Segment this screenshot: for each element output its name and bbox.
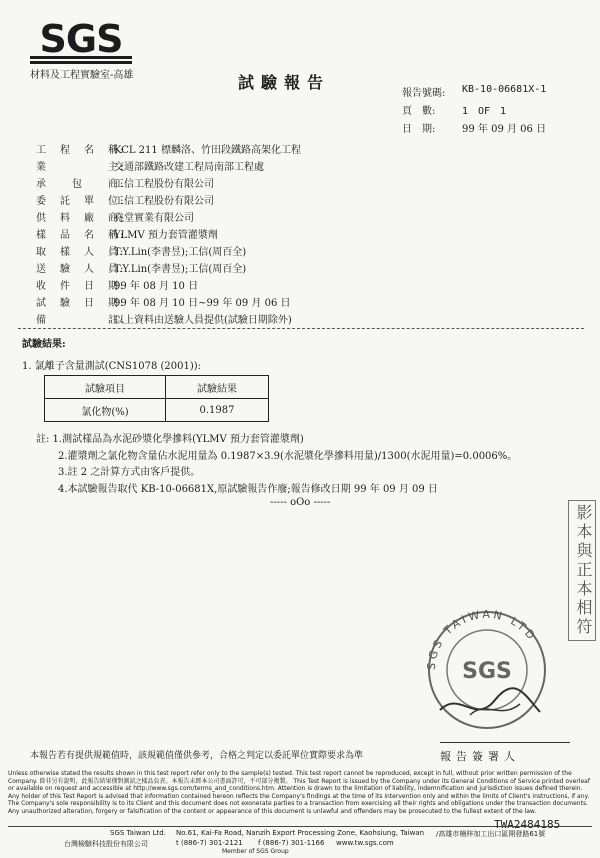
address-zh: /高雄市楠梓加工出口區開發路61號: [436, 830, 546, 838]
results-heading: 試驗結果:: [22, 339, 66, 350]
page-label: 頁 數:: [402, 106, 436, 117]
copy-stamp: 影本與正本相符: [568, 500, 596, 641]
section-divider: [18, 328, 584, 329]
report-no-label: 報告號碼:: [402, 88, 446, 99]
field-row: [36, 175, 214, 190]
field-row: [36, 294, 291, 309]
table-cell: 0.1987: [166, 399, 269, 422]
report-no: KB-10-06681X-1: [462, 84, 547, 95]
field-row: [36, 209, 194, 224]
results-table: [44, 375, 269, 422]
field-label: 取 樣 人 員:: [36, 247, 126, 258]
field-label: 委 託 單 位:: [36, 196, 126, 207]
sgs-logo: [30, 16, 132, 64]
field-row: [36, 141, 301, 156]
end-mark: ----- oOo -----: [270, 497, 331, 508]
field-row: [36, 226, 218, 241]
terms-text: Unless otherwise stated the results shown in this test report refer only to the sample(s) tested. This test report cannot be reproduced, except in full, without prior written permission of the Company. 除非另有說明，此報告結果僅對測試之樣品負責。本報告未經本公司書面許可，不可部分複製。 This Test Report is issued by the Company under its General Conditions of Service printed overleaf or available on request and accessible at http://www.sgs.com/terms_and_conditions.htm. Attention is drawn to the limitation of liability, indemnification and jurisdiction issues defined therein. Any holder of this Test Report is advised that information contained hereon reflects the Company's findings at the time of its intervention only and within the limits of Client's instructions, if any. The Company's sole responsibility is to its Client and this document does not exonerate parties to a transaction from exercising all their rights and obligations under the transaction documents. Any unauthorized alteration, forgery or falsification of the content or appearance of this document is unlawful and offenders may be prosecuted to the fullest extent of the law.: [8, 770, 590, 815]
note-3: 3.註 2 之計算方式由客戶提供。: [58, 467, 201, 478]
date-label: 日 期:: [402, 124, 436, 135]
company-name-en: SGS Taiwan Ltd.: [110, 829, 166, 837]
field-row: [36, 311, 292, 326]
lab-name: 材料及工程實驗室-高雄: [30, 70, 134, 81]
table-row: [45, 399, 269, 422]
field-label: 工 程 名 稱:: [36, 145, 126, 156]
footer-divider: [8, 826, 592, 827]
field-label: 送 驗 人 員:: [36, 264, 126, 275]
serial-number: TWA2484185: [494, 818, 561, 831]
signer-label: 報告簽署人: [440, 750, 520, 763]
field-value: 堯堂實業有限公司: [114, 213, 194, 224]
field-value: 交通部鐵路改建工程局南部工程處: [114, 162, 264, 173]
field-row: [36, 158, 264, 173]
company-name-zh: 台灣檢驗科技股份有限公司: [64, 840, 148, 848]
note-4: 4.本試驗報告取代 KB-10-06681X,原試驗報告作廢;報告修改日期 99 年 09 月 09 日: [58, 484, 438, 495]
spec-disclaimer: 本報告若有提供規範值時，該規範值僅供參考，合格之判定以委託單位實際要求為準: [30, 751, 364, 761]
table-cell: 氯化物(%): [45, 399, 166, 422]
field-label: 備 註:: [36, 315, 126, 326]
field-row: [36, 277, 198, 292]
field-value: T.Y.Lin(李書昱);工信(周百全): [114, 247, 247, 258]
date-value: 99 年 09 月 06 日: [462, 124, 547, 135]
note-1: 註: 1.測試樣品為水泥砂漿化學摻料(YLMV 預力套管灌漿劑): [36, 434, 304, 445]
field-label: 承 包 商:: [36, 179, 126, 190]
test-title: 1. 氯離子含量測試(CNS1078 (2001)):: [22, 361, 202, 372]
field-value: 工信工程股份有限公司: [114, 179, 214, 190]
field-label: 樣 品 名 稱:: [36, 230, 126, 241]
seal-center-text: SGS: [462, 659, 512, 684]
field-value: YLMV 預力套管灌漿劑: [114, 230, 218, 241]
company-seal: [400, 600, 570, 730]
table-header-row: [45, 376, 269, 399]
member-text: Member of SGS Group: [222, 848, 289, 855]
seal-ring-text: SGS TAIWAN LTD: [424, 607, 540, 671]
field-row: [36, 243, 246, 258]
field-value: T.Y.Lin(李書昱);工信(周百全): [114, 264, 247, 275]
field-value: 99 年 08 月 10 日: [114, 281, 199, 292]
sgs-logo-text: SGS: [39, 17, 123, 61]
website: www.tw.sgs.com: [336, 839, 394, 847]
note-2: 2.灌漿劑之氯化物含量佔水泥用量為 0.1987×3.9(水泥漿化學摻料用量)/1300(水泥用量)=0.0006%。: [58, 451, 518, 462]
field-value: KCL 211 標麟洛、竹田段鐵路高架化工程: [114, 145, 301, 156]
field-label: 供 料 廠 商:: [36, 213, 126, 224]
field-value: 工信工程股份有限公司: [114, 196, 214, 207]
field-label: 業 主:: [36, 162, 126, 173]
table-header: 試驗項目: [45, 376, 166, 399]
field-row: [36, 260, 246, 275]
field-value: 99 年 08 月 10 日~99 年 09 月 06 日: [114, 298, 291, 309]
field-row: [36, 192, 214, 207]
field-label: 試 驗 日 期:: [36, 298, 126, 309]
signature-line: [440, 742, 570, 743]
page-value: 1 OF 1: [462, 106, 507, 117]
field-value: 以上資料由送驗人員提供(試驗日期除外): [114, 315, 292, 326]
field-label: 收 件 日 期:: [36, 281, 126, 292]
fax: f (886-7) 301-1166: [258, 839, 325, 847]
address-en: No.61, Kai-Fa Road, Nanzih Export Processing Zone, Kaohsiung, Taiwan: [176, 829, 425, 837]
report-title: 試驗報告: [238, 73, 331, 92]
telephone: t (886-7) 301-2121: [176, 839, 243, 847]
table-header: 試驗結果: [166, 376, 269, 399]
